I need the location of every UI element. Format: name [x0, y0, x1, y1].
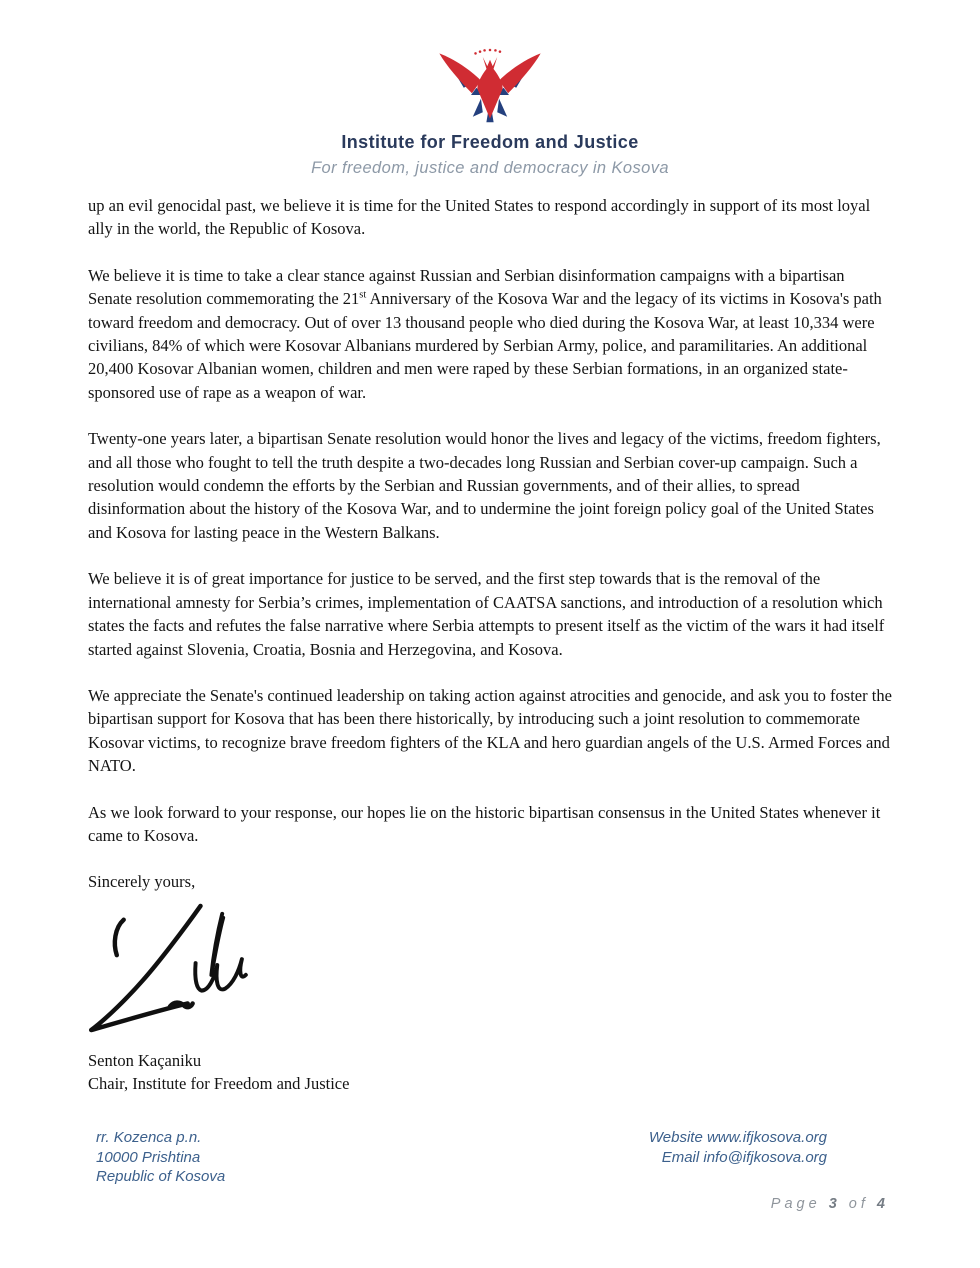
org-logo [434, 48, 546, 124]
paragraph: We believe it is of great importance for justice to be served, and the first step towards that is the removal of the international amnesty for Serbia’s crimes, implementation of CAATSA sanctions, and introduction of a resolution which states the facts and refutes the false narrative where Serbia attempts to present itself as the victim of the wars it had itself started against Slovenia, Croatia, Bosnia and Herzegovina, and Kosova. [88, 569, 885, 659]
paragraph-continuation: up an evil genocidal past, we believe it is time for the United States to respond accordingly in support of its most loyal ally in the world, the Republic of Kosova. [88, 196, 871, 239]
superscript-ordinal: st [359, 289, 367, 301]
page-number [0, 1196, 980, 1212]
org-name: Institute for Freedom and Justice [341, 132, 639, 152]
paragraph [88, 264, 892, 404]
org-tagline: For freedom, justice and democracy in Kosova [311, 159, 669, 177]
letter-body [0, 178, 980, 894]
address-line-city: 10000 Prishtina [96, 1148, 201, 1166]
handwritten-signature-image [88, 902, 250, 1034]
signature-block [0, 902, 980, 1093]
paragraph-text: We believe it is time to take a clear stance against Russian and Serbian disinformation campaigns with a bipartisan Senate resolution commemorating the 21 [88, 265, 845, 309]
letter-footer [0, 1128, 980, 1212]
signatory-title: Chair, Institute for Freedom and Justice [88, 1073, 350, 1093]
contact-block [649, 1128, 827, 1167]
website-line: Website www.ifjkosova.org [648, 1129, 827, 1146]
page-current: 3 [828, 1195, 841, 1212]
address-block [96, 1128, 225, 1187]
email-line: Email info@ifjkosova.org [661, 1148, 827, 1166]
stars-arc-icon [474, 49, 501, 55]
address-line-street: rr. Kozenca p.n. [96, 1129, 202, 1146]
paragraph: We appreciate the Senate's continued leadership on taking action against atrocities and genocide, and ask you to foster the bipartisan support for Kosova that has been there historically, by introducing such a joint resolution to commemorate Kosovar victims, to recognize brave freedom fighters of the KLA and hero guardian angels of the U.S. Armed Forces and NATO. [88, 685, 892, 776]
page-total: 4 [876, 1195, 889, 1212]
paragraph-text: Anniversary of the Kosova War and the legacy of its victims in Kosova's path toward freedom and democracy. Out of over 13 thousand people who died during the Kosova War, at least 10,334 were civilians, 84% of which were Kosovar Albanians murdered by Serbian Army, police, and paramilitaries. An additional 20,400 Kosovar Albanian women, children and men were raped by these Serbian formations, in an organized state-sponsored use of rape as a weapon of war. [88, 289, 882, 402]
signatory-name: Senton Kaçaniku [88, 1050, 202, 1070]
closing-salutation: Sincerely yours, [88, 872, 196, 892]
paragraph: As we look forward to your response, our hopes lie on the historic bipartisan consensus in the United States whenever it came to Kosova. [88, 802, 881, 845]
address-line-country: Republic of Kosova [96, 1168, 226, 1185]
letterhead [0, 0, 980, 178]
page-of-label: of [848, 1195, 869, 1212]
page-label: Page [770, 1195, 821, 1212]
paragraph: Twenty-one years later, a bipartisan Senate resolution would honor the lives and legacy of the victims, freedom fighters, and all those who fought to tell the truth despite a two-decades long Russian and Serbian cover-up campaign. Such a resolution would condemn the efforts by the Serbian and Russian governments, and of their allies, to spread disinformation about the history of the Kosova War, and to undermine the joint foreign policy goal of the United States and Kosova for lasting peace in the Western Balkans. [88, 429, 881, 542]
eagle-icon [434, 48, 546, 124]
